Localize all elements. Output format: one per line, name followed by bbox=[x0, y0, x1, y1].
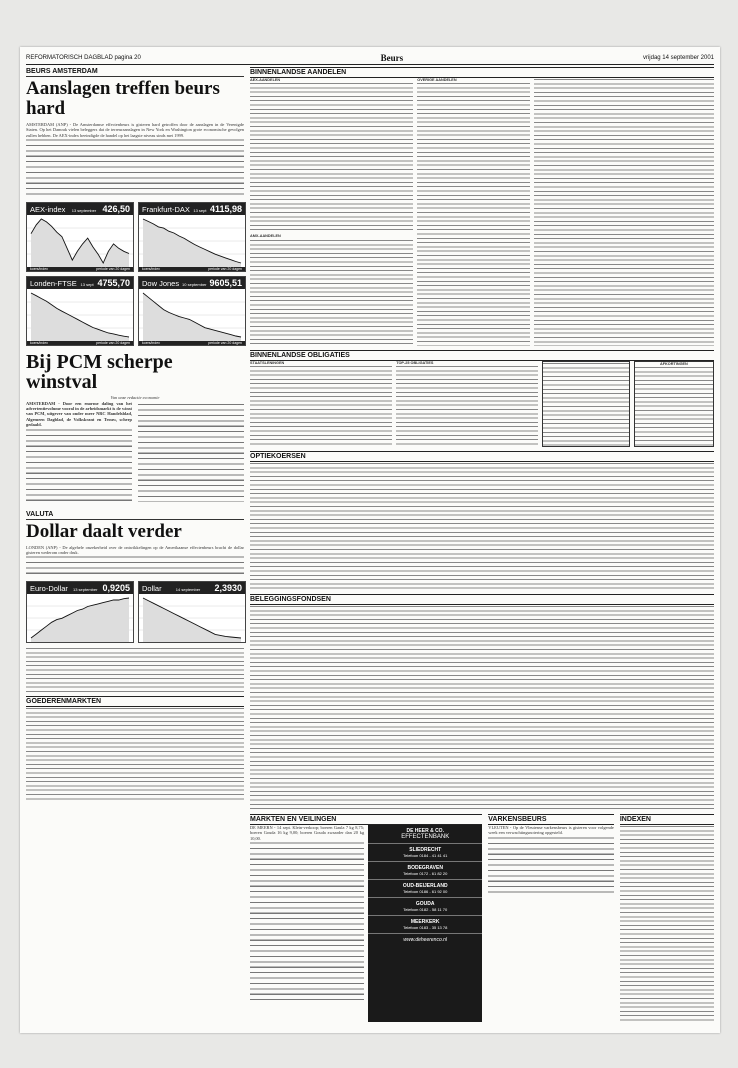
chart-value: 4115,98 bbox=[209, 204, 242, 215]
afkortingen-label: AFKORTINGEN bbox=[659, 362, 688, 366]
chart-value: 426,50 bbox=[102, 204, 130, 215]
chart-date: 13 september bbox=[71, 208, 97, 214]
chart-footer-right: periode van 20 dagen bbox=[208, 267, 242, 272]
top25-label: TOP-25 OBLIGATIES bbox=[396, 361, 434, 365]
office-city: SLIEDRECHT bbox=[409, 847, 442, 853]
masthead-date: vrijdag 14 september 2001 bbox=[642, 55, 714, 61]
markten-text: DE MEERN - 14 sept. Klein-verkoop; boeren Gaula 7 kg 8,75; boeren Gouda 16 kg 9,00; boeren Gouda zwaarder dan 20 kg 10,00. bbox=[250, 825, 365, 841]
chart-title: Frankfurt-DAX bbox=[142, 205, 190, 215]
chart-value: 0,9205 bbox=[102, 583, 130, 594]
overige-table bbox=[417, 82, 530, 346]
chart-footer-right: periode van 20 dagen bbox=[96, 341, 130, 346]
left-column bbox=[26, 67, 244, 802]
chart-dow bbox=[138, 276, 246, 346]
masthead bbox=[26, 52, 714, 65]
advertiser-name: DE HEER & CO. bbox=[406, 828, 444, 834]
varkens-text: VLEUTEN - Op de Vleutense varkensbeurs is gisteren voor volgende week een verwachtingsnotering opgesteld. bbox=[488, 825, 614, 836]
aandelen-tables bbox=[250, 78, 714, 346]
indexen-table bbox=[620, 825, 714, 1022]
aandelen-title: BINNENLANDSE AANDELEN bbox=[250, 67, 714, 78]
article-text-lines bbox=[26, 138, 244, 198]
fx-charts bbox=[26, 581, 244, 643]
office-phone: Telefoon 0182 - 58 11 70 bbox=[403, 907, 448, 912]
pcm-columns bbox=[26, 401, 244, 502]
chart-value: 9605,51 bbox=[209, 278, 242, 289]
chart-title: Euro-Dollar bbox=[30, 584, 68, 594]
article-text-lines bbox=[488, 836, 614, 896]
chart-title: Londen-FTSE bbox=[30, 279, 77, 289]
article-aanslagen: AMSTERDAM (ANP) - De Amsterdamse effectenbeurs is gisteren hard getroffen door de aanslagen in de Verenigde Staten. Op het Damrak vielen beleggers dat de terreuraanslagen in New York en Washington grote economische gevolgen zullen hebben. De AEX-index beeindigde de handel op het laagste niveau sinds mei 1999. bbox=[26, 122, 244, 138]
staatsleningen-label: STAATSLENINGEN bbox=[250, 361, 285, 365]
office-city: OUD-BEIJERLAND bbox=[402, 883, 448, 889]
chart-footer-right: periode van 20 dagen bbox=[208, 341, 242, 346]
chart-title: AEX-index bbox=[30, 205, 66, 215]
article-text-lines bbox=[26, 555, 244, 577]
office-phone: Telefoon 0186 - 61 92 00 bbox=[403, 889, 448, 894]
office-phone: Telefoon 0184 - 41 41 41 bbox=[403, 853, 448, 858]
chart-plot-4 bbox=[27, 594, 133, 642]
newspaper-page bbox=[20, 47, 720, 1033]
valuta-table bbox=[26, 647, 244, 692]
office-phone: Telefoon 0183 - 35 13 78 bbox=[403, 925, 448, 930]
series-area bbox=[31, 219, 129, 267]
chart-ftse bbox=[26, 276, 134, 346]
article-dollar: LONDEN (ANP) - De algehele onzekerheid over de ontwikkelingen op de Amerikaanse effectenbeurs bracht de dollar gisteren wederom onder druk. bbox=[26, 544, 244, 556]
varkens-title: VARKENSBEURS bbox=[488, 814, 614, 825]
chart-footer-left: koers/index bbox=[142, 267, 160, 272]
chart-footer-right: periode van 20 dagen bbox=[96, 267, 130, 272]
chart-aex bbox=[26, 202, 134, 272]
chart-date: 10 september bbox=[182, 282, 207, 288]
chart-value: 2,3930 bbox=[214, 583, 242, 594]
markten-title: MARKTEN EN VEILINGEN bbox=[250, 814, 482, 825]
chart-plot-0 bbox=[27, 215, 133, 267]
headline-dollar: Dollar daalt verder bbox=[26, 520, 182, 542]
fondsen-title: BELEGGINGSFONDSEN bbox=[250, 594, 714, 605]
aex-table bbox=[250, 82, 413, 232]
office-city: BODEGRAVEN bbox=[407, 865, 443, 871]
kicker-valuta: VALUTA bbox=[26, 510, 244, 520]
goederen-table bbox=[26, 707, 244, 802]
series-area bbox=[143, 598, 241, 642]
office-city: GOUDA bbox=[415, 901, 435, 907]
chart-date: 13 sept bbox=[193, 208, 207, 214]
chart-plot-1 bbox=[139, 215, 245, 267]
indexen-title: INDEXEN bbox=[620, 814, 714, 825]
opties-table bbox=[250, 462, 714, 590]
headline-pcm: Bij PCM scherpe winstval bbox=[26, 351, 173, 394]
right-column bbox=[250, 67, 714, 1022]
overige-table-2 bbox=[534, 78, 714, 346]
chart-date: 14 september bbox=[175, 587, 201, 593]
afkortingen-table bbox=[635, 366, 713, 446]
chart-dax bbox=[138, 202, 246, 272]
pcm-lead: Van onze redactie economie bbox=[110, 395, 160, 401]
chart-euro-dollar bbox=[26, 581, 134, 643]
fondsen-table bbox=[250, 605, 714, 810]
overige-label: OVERIGE AANDELEN bbox=[417, 78, 457, 82]
chart-footer-left: koers/index bbox=[30, 341, 48, 346]
index-charts bbox=[26, 202, 244, 346]
obligaties-title: BINNENLANDSE OBLIGATIES bbox=[250, 350, 714, 361]
advertisement bbox=[368, 825, 482, 1022]
aex-aandelen-label: AEX-AANDELEN bbox=[250, 78, 281, 82]
series-area bbox=[31, 598, 129, 642]
masthead-left: REFORMATORISCH DAGBLAD pagina 20 bbox=[26, 55, 141, 61]
goederen-title: GOEDERENMARKTEN bbox=[26, 696, 244, 707]
advertiser-sub: EFFECTENBANK bbox=[401, 834, 450, 840]
headline-aanslagen: Aanslagen treffen beurs hard bbox=[26, 78, 220, 119]
office-city: MEERKERK bbox=[410, 919, 440, 925]
kicker-beurs: BEURS AMSTERDAM bbox=[26, 67, 244, 77]
office-phone: Telefoon 0172 - 61 82 20 bbox=[403, 871, 448, 876]
article-text-lines bbox=[250, 841, 364, 1001]
amx-aandelen-label: AMX-AANDELEN bbox=[250, 234, 281, 239]
chart-plot-5 bbox=[139, 594, 245, 642]
chart-title: Dow Jones bbox=[142, 279, 180, 289]
chart-plot-3 bbox=[139, 289, 245, 341]
chart-dollar bbox=[138, 581, 246, 643]
article-pcm: AMSTERDAM - Door een enorme daling van het advertentievolume vooral in de arbeidsmarkt is de winst van PCM, uitgever van onder meer NRC Handelsblad, Algemeen Dagblad, de Volkskrant en Trouw, scherp gedaald. bbox=[26, 400, 132, 428]
amx-table bbox=[250, 239, 413, 346]
obligaties-extra bbox=[542, 361, 629, 447]
chart-value: 4755,70 bbox=[97, 278, 130, 289]
chart-date: 13 september bbox=[72, 587, 98, 593]
masthead-section: Beurs bbox=[380, 53, 404, 63]
chart-plot-2 bbox=[27, 289, 133, 341]
top25-table bbox=[396, 365, 538, 447]
chart-date: 13 sept bbox=[80, 282, 94, 288]
chart-footer-left: koers/index bbox=[142, 341, 160, 346]
chart-title: Dollar bbox=[142, 584, 162, 594]
staatsleningen-table bbox=[250, 365, 392, 447]
opties-title: OPTIEKOERSEN bbox=[250, 451, 714, 462]
advertiser-website[interactable]: www.deheerenco.nl bbox=[403, 937, 448, 943]
chart-footer-left: koers/index bbox=[30, 267, 48, 272]
